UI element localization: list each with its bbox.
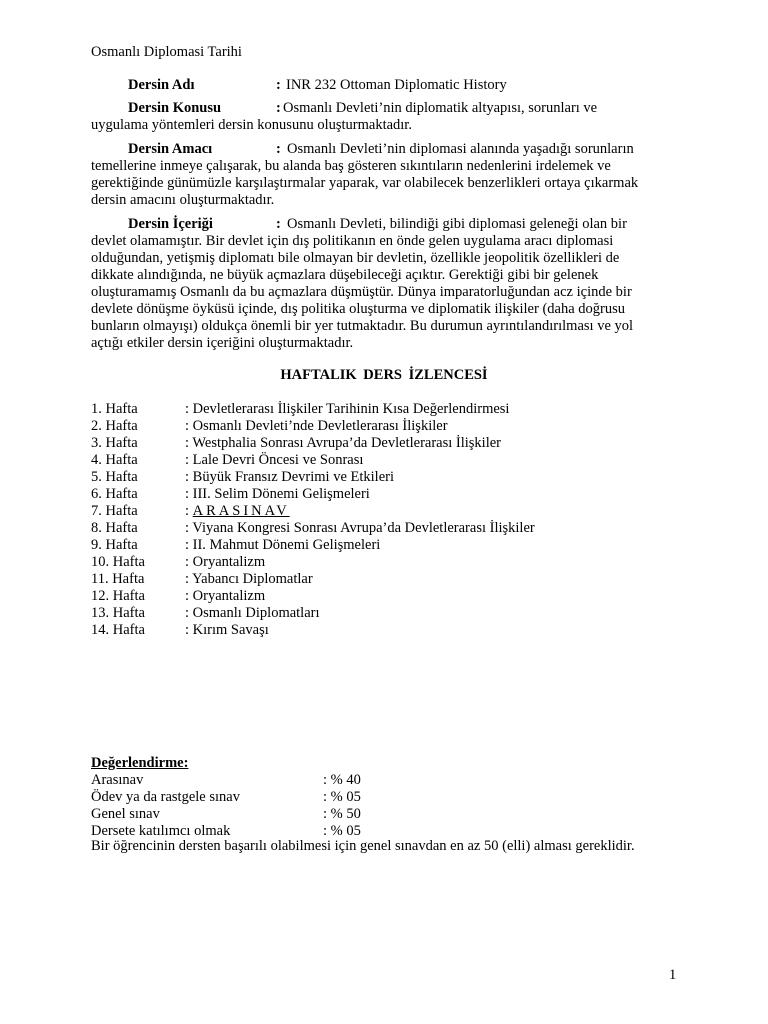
evaluation-value: : % 05 <box>323 823 361 839</box>
week-topic: : Westphalia Sonrası Avrupa’da Devletlerarası İlişkiler <box>185 435 501 451</box>
course-content-sep: : <box>276 216 281 232</box>
week-number: 13. Hafta <box>91 605 145 621</box>
evaluation-label: Genel sınav <box>91 806 160 822</box>
course-subject-sep: : <box>276 100 281 116</box>
evaluation-value: : % 05 <box>323 789 361 805</box>
evaluation-label: Dersete katılımcı olmak <box>91 823 231 839</box>
week-number: 6. Hafta <box>91 486 138 502</box>
evaluation-heading: Değerlendirme: <box>91 755 189 771</box>
week-number: 14. Hafta <box>91 622 145 638</box>
week-topic: : Kırım Savaşı <box>185 622 269 638</box>
week-number: 5. Hafta <box>91 469 138 485</box>
week-topic: : Devletlerarası İlişkiler Tarihinin Kısa Değerlendirmesi <box>185 401 510 417</box>
week-topic: : Oryantalizm <box>185 554 266 570</box>
course-subject-value-cont: uygulama yöntemleri dersin konusunu oluşturmaktadır. <box>91 117 412 133</box>
week-topic: : II. Mahmut Dönemi Gelişmeleri <box>185 537 381 553</box>
week-number: 3. Hafta <box>91 435 138 451</box>
course-aim-line: gerektiğinde günümüzle karşılaştırmalar yaparak, var olabilecek benzerlikleri ortaya çıkarmak <box>91 175 639 191</box>
course-name-value: INR 232 Ottoman Diplomatic History <box>286 77 507 93</box>
evaluation-value: : % 40 <box>323 772 361 788</box>
week-topic: : Osmanlı Devleti’nde Devletlerarası İlişkiler <box>185 418 448 434</box>
week-number: 9. Hafta <box>91 537 138 553</box>
course-name-sep: : <box>276 77 281 93</box>
week-number: 10. Hafta <box>91 554 145 570</box>
course-name-label: Dersin Adı <box>128 77 195 93</box>
course-subject-label: Dersin Konusu <box>128 100 222 116</box>
week-number: 12. Hafta <box>91 588 145 604</box>
week-topic: : Yabancı Diplomatlar <box>185 571 313 587</box>
week-topic: : Oryantalizm <box>185 588 266 604</box>
week-topic: : Lale Devri Öncesi ve Sonrası <box>185 452 364 468</box>
course-content-line: oluşturamamış Osmanlı da bu açmazlara düşmüştür. Dünya imparatorluğundan acz içinde bir <box>91 284 632 300</box>
week-topic-midterm <box>185 503 290 520</box>
course-content-line: devlet olamamıştır. Bir devlet için dış politikanın en önde gelen uygulama aracı diplomasi <box>91 233 614 249</box>
week-number: 4. Hafta <box>91 452 138 468</box>
course-content-line: devlete dönüşme öyküsü içinde, dış politika oluşturma ve diplomatik ilişkiler (daha doğrusu <box>91 301 625 317</box>
syllabus-heading: HAFTALIK DERS İZLENCESİ <box>280 367 488 383</box>
page-number: 1 <box>669 967 677 983</box>
week-topic: : Büyük Fransız Devrimi ve Etkileri <box>185 469 395 485</box>
week-topic: : III. Selim Dönemi Gelişmeleri <box>185 486 370 502</box>
course-aim-line: temellerine inmeye çalışarak, bu alanda baş gösteren sıkıntıların nedenlerini irdelemek ve <box>91 158 611 174</box>
week-number: 8. Hafta <box>91 520 138 536</box>
course-content-line: dikkate alındığında, ne büyük açmazlara düşebileceği açıktır. Gerektiği gibi bir gelenek <box>91 267 599 283</box>
week-number: 2. Hafta <box>91 418 138 434</box>
week-topic: : Viyana Kongresi Sonrası Avrupa’da Devletlerarası İlişkiler <box>185 520 535 536</box>
week-topic-prefix: : <box>185 503 193 519</box>
evaluation-value: : % 50 <box>323 806 361 822</box>
document-title: Osmanlı Diplomasi Tarihi <box>91 44 242 60</box>
course-content-label: Dersin İçeriği <box>128 216 213 232</box>
course-content-line: Osmanlı Devleti, bilindiği gibi diplomasi geleneği olan bir <box>287 216 627 232</box>
course-aim-line: dersin amacını oluşturmaktadır. <box>91 192 275 208</box>
course-content-line: bunların olmayışı) oldukça önemli bir yer tutmaktadır. Bu durumun ayrıntılandırılması ve yol <box>91 318 634 334</box>
course-aim-label: Dersin Amacı <box>128 141 213 157</box>
evaluation-note: Bir öğrencinin dersten başarılı olabilmesi için genel sınavdan en az 50 (elli) alması gereklidir. <box>91 838 635 854</box>
week-number: 11. Hafta <box>91 571 145 587</box>
course-content-line: açtığı etkiler dersin içeriğini oluşturmaktadır. <box>91 335 354 351</box>
course-aim-line: Osmanlı Devleti’nin diplomasi alanında yaşadığı sorunların <box>287 141 634 157</box>
course-aim-sep: : <box>276 141 281 157</box>
week-number: 7. Hafta <box>91 503 138 519</box>
week-number: 1. Hafta <box>91 401 138 417</box>
evaluation-label: Ödev ya da rastgele sınav <box>91 789 240 805</box>
midterm-label: ARASINAV <box>192 503 290 519</box>
course-content-line: olduğundan, yetişmiş diplomatı bile olmayan bir devletin, özellikle jeopolitik özellikleri de <box>91 250 620 266</box>
course-subject-value: Osmanlı Devleti’nin diplomatik altyapısı, sorunları ve <box>283 100 598 116</box>
evaluation-label: Arasınav <box>91 772 144 788</box>
week-topic: : Osmanlı Diplomatları <box>185 605 320 621</box>
